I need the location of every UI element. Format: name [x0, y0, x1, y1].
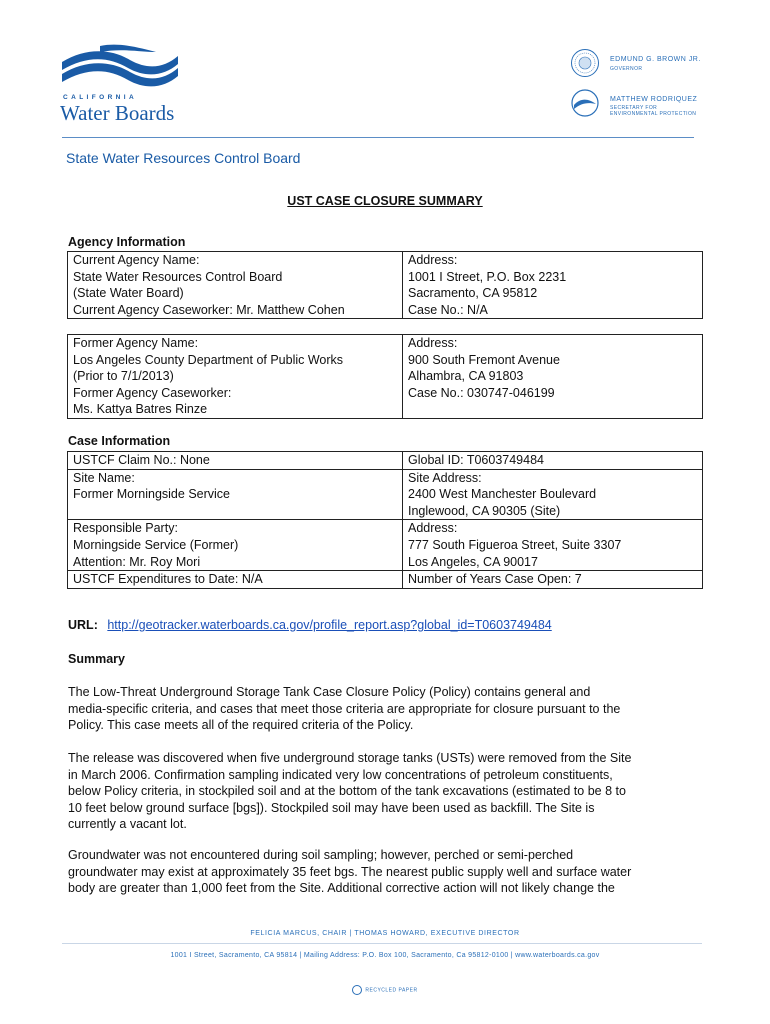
text-line: Alhambra, CA 91803 [408, 369, 524, 384]
text-line: Case No.: 030747-046199 [408, 385, 555, 400]
text-line: The release was discovered when five underground storage tanks (USTs) were removed from the Site [68, 751, 632, 765]
global-id: Global ID: T0603749484 [408, 453, 544, 467]
summary-paragraph-2 [68, 750, 703, 833]
current-agency-table [67, 251, 703, 319]
responsible-party-cell [68, 520, 403, 571]
summary-paragraph-3 [68, 847, 703, 897]
geotracker-link[interactable]: http://geotracker.waterboards.ca.gov/profile_report.asp?global_id=T0603749484 [107, 618, 552, 632]
text-line: Site Name: [73, 470, 135, 485]
summary-heading: Summary [68, 652, 125, 666]
calepa-logo-icon [570, 88, 600, 118]
url-line [68, 618, 552, 632]
board-name: State Water Resources Control Board [66, 150, 301, 166]
recycled-paper-note [0, 985, 770, 995]
site-address-cell [403, 469, 703, 520]
text-line: Ms. Kattya Batres Rinze [73, 402, 208, 417]
text-line: Sacramento, CA 95812 [408, 286, 538, 301]
former-agency-right-cell [403, 335, 703, 419]
secretary-title-line2: ENVIRONMENTAL PROTECTION [610, 111, 697, 117]
text-line: Case No.: N/A [408, 302, 488, 317]
state-seal-icon [570, 48, 600, 78]
text-line: Address: [408, 253, 458, 267]
governor-title: GOVERNOR [610, 66, 643, 72]
expenditures-cell [68, 571, 403, 589]
recycle-icon [352, 985, 362, 995]
text-line: currently a vacant lot. [68, 817, 187, 832]
expenditures: USTCF Expenditures to Date: N/A [73, 572, 263, 587]
case-info-heading: Case Information [68, 434, 171, 448]
summary-paragraph-1 [68, 684, 703, 734]
site-name-cell [68, 469, 403, 520]
text-line: Former Agency Caseworker: [73, 385, 232, 400]
text-line: media-specific criteria, and cases that meet those criteria are appropriate for closure pursuant to the [68, 701, 621, 716]
text-line: (Prior to 7/1/2013) [73, 369, 174, 384]
text-line: 900 South Fremont Avenue [408, 352, 560, 367]
text-line: Policy. This case meets all of the required criteria of the Policy. [68, 718, 414, 733]
text-line: body are greater than 1,000 feet from the Site. Additional corrective action will not likely change the [68, 881, 615, 896]
text-line: Address: [408, 336, 458, 350]
text-line: below Policy criteria, in stockpiled soil and at the bottom of the tank excavations (estimated to be 8 to [68, 784, 626, 799]
logo-state-text: CALIFORNIA [63, 94, 138, 101]
header-divider [62, 137, 694, 138]
former-agency-left-cell [68, 335, 403, 419]
text-line: groundwater may exist at approximately 35 feet bgs. The nearest public supply well and surface water [68, 864, 632, 879]
party-address-cell [403, 520, 703, 571]
url-label: URL: [68, 618, 98, 632]
footer-officers: FELICIA MARCUS, CHAIR | THOMAS HOWARD, EXECUTIVE DIRECTOR [250, 930, 520, 937]
text-line: in March 2006. Confirmation sampling indicated very low concentrations of petroleum constituents, [68, 767, 613, 782]
text-line: Groundwater was not encountered during soil sampling; however, perched or semi-perched [68, 848, 574, 862]
case-info-table [67, 451, 703, 589]
governor-name: EDMUND G. BROWN JR. [610, 56, 701, 63]
footer-divider [62, 943, 702, 944]
global-id-cell [403, 452, 703, 470]
text-line: (State Water Board) [73, 286, 184, 301]
wave-logo-icon [60, 44, 180, 92]
text-line: Morningside Service (Former) [73, 537, 239, 552]
text-line: The Low-Threat Underground Storage Tank Case Closure Policy (Policy) contains general and [68, 685, 591, 699]
text-line: Address: [408, 521, 458, 536]
text-line: Inglewood, CA 90305 (Site) [408, 503, 561, 518]
secretary-name: MATTHEW RODRIQUEZ [610, 96, 698, 103]
text-line: State Water Resources Control Board [73, 269, 283, 284]
agency-info-heading: Agency Information [68, 235, 186, 249]
secretary-title-line1: SECRETARY FOR [610, 105, 658, 111]
water-boards-logo [60, 44, 200, 129]
text-line: Current Agency Caseworker: Mr. Matthew Cohen [73, 302, 345, 317]
text-line: Site Address: [408, 470, 482, 485]
former-agency-table [67, 334, 703, 419]
claim-no-cell [68, 452, 403, 470]
text-line: Los Angeles County Department of Public Works [73, 352, 344, 367]
years-open-cell [403, 571, 703, 589]
years-open: Number of Years Case Open: 7 [408, 572, 582, 587]
recycled-label: RECYCLED PAPER [365, 987, 418, 994]
text-line: 1001 I Street, P.O. Box 2231 [408, 269, 567, 284]
current-agency-left-cell [68, 252, 403, 319]
text-line: Los Angeles, CA 90017 [408, 554, 538, 569]
claim-no: USTCF Claim No.: None [73, 453, 210, 467]
document-title: UST CASE CLOSURE SUMMARY [287, 194, 483, 208]
text-line: 2400 West Manchester Boulevard [408, 487, 597, 502]
text-line: 777 South Figueroa Street, Suite 3307 [408, 537, 622, 552]
current-agency-right-cell [403, 252, 703, 319]
text-line: 10 feet below ground surface [bgs]). Stockpiled soil may have been used as backfill. The Site is [68, 800, 595, 815]
text-line: Attention: Mr. Roy Mori [73, 554, 201, 569]
text-line: Current Agency Name: [73, 253, 200, 267]
text-line: Former Morningside Service [73, 487, 230, 502]
text-line: Former Agency Name: [73, 336, 199, 350]
text-line: Responsible Party: [73, 521, 178, 536]
logo-name-text: Water Boards [60, 101, 175, 125]
footer-address: 1001 I Street, Sacramento, CA 95814 | Mailing Address: P.O. Box 100, Sacramento, Ca 95812-0100 | www.waterboards.ca.gov [170, 952, 600, 959]
